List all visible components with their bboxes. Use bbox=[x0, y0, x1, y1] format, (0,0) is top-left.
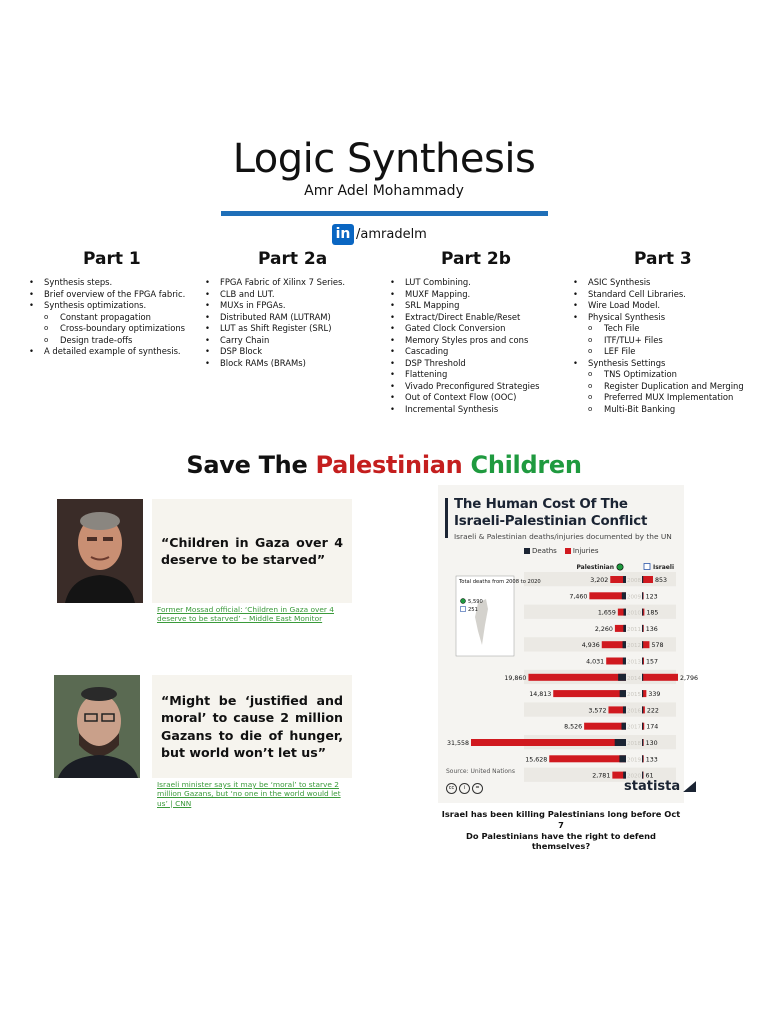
sub-list-item: o LEF File bbox=[571, 346, 744, 358]
palestinian-deaths-bar bbox=[623, 706, 626, 713]
part-1-list bbox=[27, 277, 185, 358]
conflict-chart bbox=[438, 485, 699, 803]
palestinian-deaths-bar bbox=[623, 625, 626, 632]
inset-israeli-total: 251 bbox=[468, 607, 478, 613]
attribution-icon: i bbox=[459, 783, 470, 794]
list-item: • Synthesis steps. bbox=[27, 277, 185, 289]
linkedin-handle[interactable]: /amradelm bbox=[356, 227, 427, 242]
palestinian-deaths-bar bbox=[620, 690, 626, 697]
palestinian-deaths-bar bbox=[615, 739, 626, 746]
israeli-deaths-bar bbox=[642, 658, 643, 665]
list-item: • Incremental Synthesis bbox=[388, 404, 539, 416]
israeli-value-label: 123 bbox=[645, 593, 658, 601]
question-line-1: Israel has been killing Palestinians long before Oct 7 bbox=[441, 809, 681, 830]
palestinian-value-label: 31,558 bbox=[446, 740, 469, 747]
part-3-heading: Part 3 bbox=[634, 249, 692, 269]
sub-list-item: o Multi-Bit Banking bbox=[571, 404, 744, 416]
israeli-deaths-bar bbox=[642, 674, 643, 681]
palestinian-deaths-bar bbox=[623, 658, 626, 665]
palestinian-value-label: 19,860 bbox=[504, 674, 527, 682]
palestinian-deaths-bar bbox=[622, 592, 626, 599]
list-item: • Block RAMs (BRAMs) bbox=[203, 358, 345, 370]
israeli-deaths-bar bbox=[642, 592, 643, 599]
israeli-value-label: 157 bbox=[646, 658, 659, 666]
palestinian-value-label: 8,526 bbox=[564, 723, 583, 731]
inset-title-text: Total deaths from 2008 to 2020 bbox=[459, 579, 541, 585]
palestinian-value-label: 3,202 bbox=[590, 577, 609, 584]
israeli-deaths-bar bbox=[642, 609, 643, 616]
israeli-deaths-bar bbox=[642, 772, 643, 779]
list-item: • Standard Cell Libraries. bbox=[571, 289, 744, 301]
palestinian-deaths-bar bbox=[619, 755, 626, 762]
israeli-bar bbox=[642, 674, 678, 681]
statista-mark-icon bbox=[683, 781, 696, 792]
legend-injuries: Injuries bbox=[565, 547, 599, 555]
palestinian-value-label: 2,260 bbox=[594, 625, 613, 633]
list-item: • Synthesis Settings bbox=[571, 358, 744, 370]
legend-deaths: Deaths bbox=[524, 547, 557, 555]
palestinian-deaths-bar bbox=[623, 772, 626, 779]
israel-flag-icon bbox=[461, 607, 466, 612]
palestinian-bar bbox=[602, 641, 626, 648]
palestinian-deaths-bar bbox=[623, 576, 626, 583]
israeli-value-label: 185 bbox=[646, 609, 659, 617]
israeli-value-label: 853 bbox=[654, 577, 668, 584]
list-item: • Extract/Direct Enable/Reset bbox=[388, 312, 539, 324]
chart-title-line-1: The Human Cost Of The bbox=[454, 497, 628, 512]
year-label: 2014 bbox=[627, 675, 641, 682]
palestinian-deaths-bar bbox=[618, 674, 626, 681]
list-item: • Memory Styles pros and cons bbox=[388, 335, 539, 347]
palestinian-deaths-bar bbox=[621, 723, 626, 730]
year-label: 2019 bbox=[627, 757, 641, 764]
israeli-deaths-bar bbox=[642, 576, 643, 583]
palestinian-value-label: 2,781 bbox=[592, 772, 611, 780]
list-item: • Gated Clock Conversion bbox=[388, 323, 539, 335]
title-divider bbox=[221, 211, 548, 216]
part-2a-list bbox=[203, 277, 345, 369]
quote-text: “Might be ‘justified and moral’ to cause 2 million Gazans to die of hunger, but world won’t let us” bbox=[161, 692, 343, 760]
palestinian-value-label: 15,628 bbox=[525, 756, 548, 764]
palestinian-value-label: 3,572 bbox=[588, 707, 607, 715]
quote-card bbox=[152, 675, 352, 778]
list-item: • Carry Chain bbox=[203, 335, 345, 347]
sub-list-item: o Preferred MUX Implementation bbox=[571, 392, 744, 404]
list-item: • SRL Mapping bbox=[388, 300, 539, 312]
palestinian-bar bbox=[589, 592, 626, 599]
author-name: Amr Adel Mohammady bbox=[304, 183, 464, 199]
palestinian-bar bbox=[528, 674, 626, 681]
israeli-deaths-bar bbox=[642, 706, 643, 713]
palestine-flag-icon bbox=[461, 599, 466, 604]
palestinian-deaths-bar bbox=[624, 609, 626, 616]
list-item: • Out of Context Flow (OOC) bbox=[388, 392, 539, 404]
save-children-banner bbox=[0, 451, 768, 479]
column-header-israeli: Israeli bbox=[653, 564, 674, 571]
part-1-heading: Part 1 bbox=[83, 249, 141, 269]
chart-plot bbox=[438, 485, 699, 803]
year-label: 2008 bbox=[627, 578, 641, 584]
part-2b-list bbox=[388, 277, 539, 415]
list-item: • Synthesis optimizations. bbox=[27, 300, 185, 312]
palestinian-value-label: 4,936 bbox=[581, 642, 600, 650]
statista-logo: statista bbox=[624, 779, 696, 794]
israeli-value-label: 578 bbox=[651, 642, 664, 650]
part-2b-heading: Part 2b bbox=[441, 249, 511, 269]
list-item: • CLB and LUT. bbox=[203, 289, 345, 301]
palestinian-bar bbox=[584, 723, 626, 730]
sub-list-item: o Tech File bbox=[571, 323, 744, 335]
palestinian-value-label: 4,031 bbox=[586, 658, 605, 666]
quote-text: “Children in Gaza over 4 deserve to be starved” bbox=[161, 534, 343, 567]
closing-question bbox=[438, 809, 684, 852]
list-item: • Brief overview of the FPGA fabric. bbox=[27, 289, 185, 301]
palestinian-deaths-bar bbox=[623, 641, 626, 648]
israeli-value-label: 133 bbox=[645, 756, 658, 764]
quote-source-link[interactable]: Former Mossad official: ‘Children in Gaza over 4 deserve to be starved’ – Middle East Monitor bbox=[157, 605, 335, 624]
palestinian-value-label: 1,659 bbox=[597, 609, 616, 617]
year-label: 2016 bbox=[627, 708, 641, 715]
list-item: • LUT Combining. bbox=[388, 277, 539, 289]
year-label: 2015 bbox=[627, 692, 641, 699]
palestinian-bar bbox=[553, 690, 626, 697]
banner-word-2: Palestinian bbox=[315, 451, 463, 479]
banner-word-3: Children bbox=[470, 451, 582, 479]
year-label: 2012 bbox=[627, 643, 641, 650]
israeli-value-label: 136 bbox=[645, 625, 658, 633]
list-item: • MUXF Mapping. bbox=[388, 289, 539, 301]
linkedin-link[interactable] bbox=[332, 224, 427, 245]
quote-source-link[interactable]: Israeli minister says it may be ‘moral’ to starve 2 million Gazans, but ‘no one in the world would let us’ | CNN bbox=[157, 780, 341, 808]
israeli-deaths-bar bbox=[642, 690, 643, 697]
sub-list-item: o Register Duplication and Merging bbox=[571, 381, 744, 393]
year-label: 2020 bbox=[627, 773, 641, 780]
israeli-deaths-bar bbox=[642, 723, 643, 730]
israeli-value-label: 174 bbox=[646, 723, 659, 731]
year-label: 2009 bbox=[627, 594, 641, 601]
israeli-deaths-bar bbox=[642, 739, 643, 746]
israeli-value-label: 130 bbox=[645, 740, 658, 747]
year-label: 2013 bbox=[627, 659, 641, 666]
israeli-value-label: 339 bbox=[648, 691, 661, 699]
sub-list-item: o Cross-boundary optimizations bbox=[27, 323, 185, 335]
part-3-list bbox=[571, 277, 744, 415]
sub-list-item: o TNS Optimization bbox=[571, 369, 744, 381]
list-item: • LUT as Shift Register (SRL) bbox=[203, 323, 345, 335]
list-item: • MUXs in FPGAs. bbox=[203, 300, 345, 312]
license-icons bbox=[446, 783, 483, 794]
year-label: 2017 bbox=[627, 724, 641, 731]
list-item: • Distributed RAM (LUTRAM) bbox=[203, 312, 345, 324]
list-item: • DSP Threshold bbox=[388, 358, 539, 370]
year-label: 2018 bbox=[627, 741, 641, 747]
list-item: • ASIC Synthesis bbox=[571, 277, 744, 289]
list-item: • FPGA Fabric of Xilinx 7 Series. bbox=[203, 277, 345, 289]
israel-flag-icon bbox=[644, 564, 650, 570]
sub-list-item: o ITF/TLU+ Files bbox=[571, 335, 744, 347]
part-2a-heading: Part 2a bbox=[258, 249, 328, 269]
inset-palestinian-total: 5,590 bbox=[468, 599, 483, 605]
year-label: 2011 bbox=[627, 626, 641, 633]
palestinian-bar bbox=[471, 739, 626, 746]
page-title: Logic Synthesis bbox=[232, 136, 536, 182]
israeli-bar bbox=[642, 576, 653, 583]
israeli-deaths-bar bbox=[642, 641, 643, 648]
israeli-deaths-bar bbox=[642, 755, 643, 762]
list-item: • Cascading bbox=[388, 346, 539, 358]
chart-subtitle: Israeli & Palestinian deaths/injuries documented by the UN bbox=[454, 532, 672, 541]
sub-list-item: o Design trade-offs bbox=[27, 335, 185, 347]
palestinian-bar bbox=[549, 755, 626, 762]
list-item: • Flattening bbox=[388, 369, 539, 381]
israeli-value-label: 2,796 bbox=[680, 674, 699, 682]
portrait-photo bbox=[57, 499, 143, 603]
cc-icon: cc bbox=[446, 783, 457, 794]
linkedin-icon: in bbox=[332, 224, 354, 245]
palestine-flag-icon bbox=[617, 564, 623, 570]
palestinian-value-label: 14,813 bbox=[529, 691, 552, 699]
list-item: • A detailed example of synthesis. bbox=[27, 346, 185, 358]
list-item: • Physical Synthesis bbox=[571, 312, 744, 324]
quote-card bbox=[152, 499, 352, 603]
no-derivatives-icon: = bbox=[472, 783, 483, 794]
year-label: 2010 bbox=[627, 610, 641, 617]
sub-list-item: o Constant propagation bbox=[27, 312, 185, 324]
israeli-deaths-bar bbox=[642, 625, 643, 632]
israeli-value-label: 222 bbox=[646, 707, 659, 715]
list-item: • Wire Load Model. bbox=[571, 300, 744, 312]
portrait-photo bbox=[54, 675, 140, 778]
banner-word-1: Save The bbox=[186, 451, 308, 479]
question-line-2: Do Palestinians have the right to defend themselves? bbox=[466, 830, 656, 852]
list-item: • DSP Block bbox=[203, 346, 345, 358]
column-header-palestinian: Palestinian bbox=[576, 564, 614, 571]
palestinian-value-label: 7,460 bbox=[569, 593, 588, 601]
list-item: • Vivado Preconfigured Strategies bbox=[388, 381, 539, 393]
chart-title-line-2: Israeli-Palestinian Conflict bbox=[454, 513, 648, 529]
israeli-value-label: 61 bbox=[645, 772, 654, 780]
chart-source: Source: United Nations bbox=[446, 768, 515, 775]
